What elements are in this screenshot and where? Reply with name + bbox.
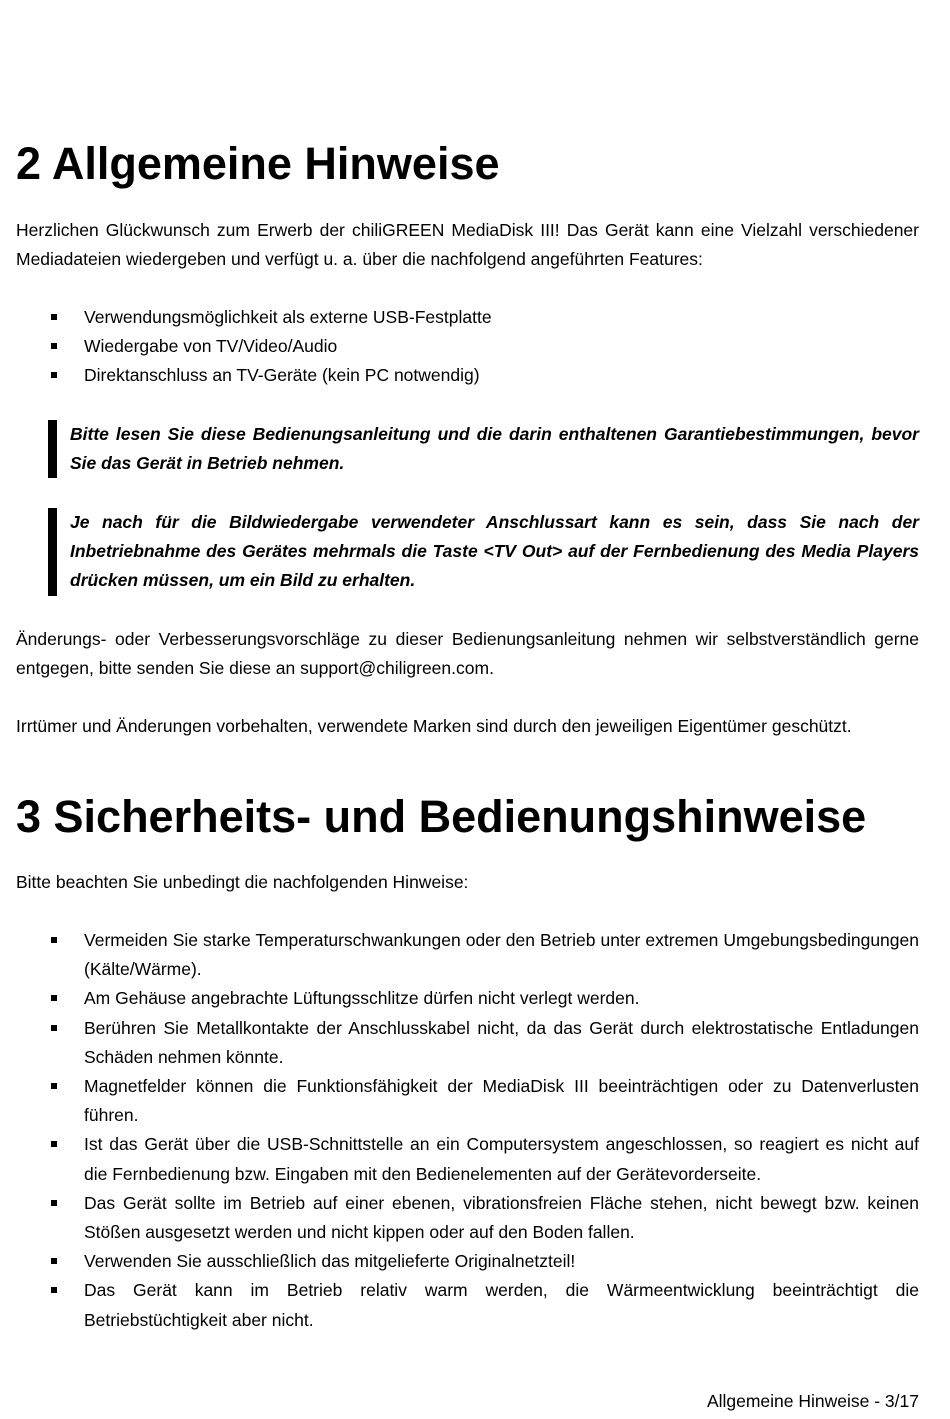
list-item: Magnetfelder können die Funktionsfähigkeit der MediaDisk III beeinträchtigen oder zu Datenverlusten führen. bbox=[16, 1072, 919, 1130]
bullet-icon bbox=[51, 1141, 57, 1147]
notice-box-manual bbox=[48, 420, 919, 478]
list-item: Das Gerät kann im Betrieb relativ warm werden, die Wärmeentwicklung beeinträchtigt die Betriebstüchtigkeit aber nicht. bbox=[16, 1276, 919, 1334]
bullet-icon bbox=[51, 372, 57, 378]
bullet-icon bbox=[51, 937, 57, 943]
list-item: Verwenden Sie ausschließlich das mitgelieferte Originalnetzteil! bbox=[16, 1247, 919, 1276]
bullet-icon bbox=[51, 1200, 57, 1206]
list-item: Das Gerät sollte im Betrieb auf einer ebenen, vibrationsfreien Fläche stehen, nicht bewegt bzw. keinen Stößen ausgesetzt werden und nicht kippen oder auf den Boden fallen. bbox=[16, 1189, 919, 1247]
section-3-heading: 3 Sicherheits- und Bedienungshinweise bbox=[16, 791, 867, 842]
feedback-paragraph: Änderungs- oder Verbesserungsvorschläge zu dieser Bedienungsanleitung nehmen wir selbstverständlich gerne entgegen, bitte senden Sie diese an support@chiligreen.com. bbox=[16, 629, 919, 679]
list-item: Berühren Sie Metallkontakte der Anschlusskabel nicht, da das Gerät durch elektrostatische Entladungen Schäden nehmen könnte. bbox=[16, 1014, 919, 1072]
list-item: Verwendungsmöglichkeit als externe USB-Festplatte bbox=[16, 303, 919, 332]
list-item: Am Gehäuse angebrachte Lüftungsschlitze dürfen nicht verlegt werden. bbox=[16, 984, 919, 1013]
section-2-heading: 2 Allgemeine Hinweise bbox=[16, 138, 500, 189]
list-item: Direktanschluss an TV-Geräte (kein PC notwendig) bbox=[16, 361, 919, 390]
page-footer: Allgemeine Hinweise - 3/17 bbox=[706, 1391, 919, 1411]
section-3-intro: Bitte beachten Sie unbedingt die nachfolgenden Hinweise: bbox=[16, 872, 469, 892]
bullet-icon bbox=[51, 314, 57, 320]
notice-text: Bitte lesen Sie diese Bedienungsanleitung und die darin enthaltenen Garantiebestimmungen, bevor Sie das Gerät in Betrieb nehmen. bbox=[70, 424, 919, 474]
notice-text: Je nach für die Bildwiedergabe verwendeter Anschlussart kann es sein, dass Sie nach der Inbetriebnahme des Gerätes mehrmals die Taste <TV Out> auf der Fernbedienung des Media Players drücken müssen, um ein Bild zu erhalten. bbox=[70, 512, 919, 591]
feature-list bbox=[16, 303, 919, 391]
bullet-icon bbox=[51, 1287, 57, 1293]
bullet-icon bbox=[51, 1258, 57, 1264]
disclaimer-paragraph: Irrtümer und Änderungen vorbehalten, verwendete Marken sind durch den jeweiligen Eigentümer geschützt. bbox=[16, 716, 852, 736]
section-2-intro: Herzlichen Glückwunsch zum Erwerb der chiliGREEN MediaDisk III! Das Gerät kann eine Vielzahl verschiedener Mediadateien wiedergeben und verfügt u. a. über die nachfolgend angeführten Features: bbox=[16, 220, 919, 270]
notice-box-tv-out bbox=[48, 508, 919, 596]
bullet-icon bbox=[51, 995, 57, 1001]
bullet-icon bbox=[51, 1025, 57, 1031]
list-item: Vermeiden Sie starke Temperaturschwankungen oder den Betrieb unter extremen Umgebungsbedingungen (Kälte/Wärme). bbox=[16, 926, 919, 984]
safety-list bbox=[16, 926, 919, 1335]
bullet-icon bbox=[51, 343, 57, 349]
bullet-icon bbox=[51, 1083, 57, 1089]
list-item: Ist das Gerät über die USB-Schnittstelle an ein Computersystem angeschlossen, so reagiert es nicht auf die Fernbedienung bzw. Eingaben mit den Bedienelementen auf der Gerätevorderseite. bbox=[16, 1130, 919, 1188]
list-item: Wiedergabe von TV/Video/Audio bbox=[16, 332, 919, 361]
